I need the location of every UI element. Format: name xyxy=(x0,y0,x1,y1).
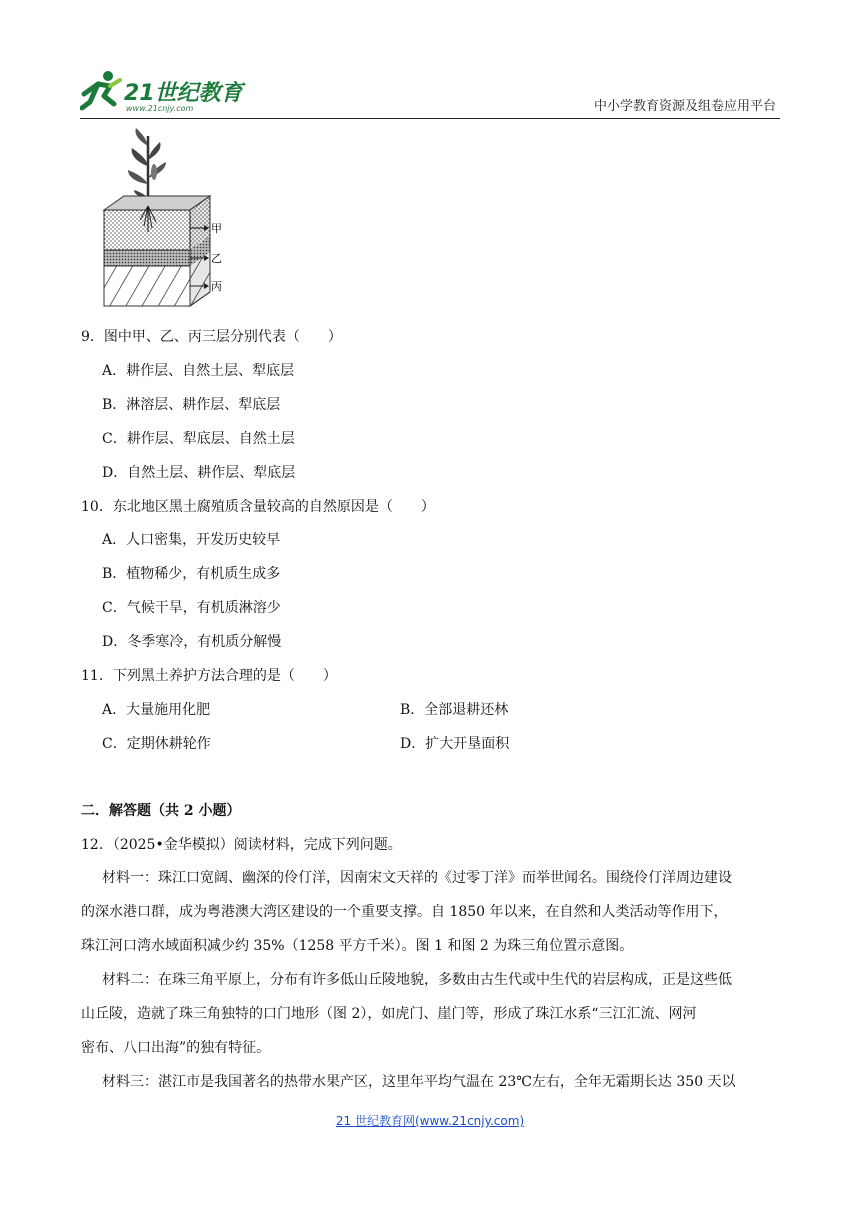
material-2-line-1: 材料二：在珠三角平原上，分布有许多低山丘陵地貌，多数由古生代或中生代的岩层构成，正是这些低 xyxy=(102,972,732,988)
logo-text: 21世纪教育 xyxy=(124,81,243,106)
layer-label-bing: 丙 xyxy=(211,280,222,293)
page-footer xyxy=(0,1112,860,1129)
material-1-line-1: 材料一：珠江口宽阔、幽深的伶仃洋，因南宋文天祥的《过零丁洋》而举世闻名。围绕伶仃洋周边建设 xyxy=(102,870,732,886)
question-10-option-d[interactable]: D．冬季寒冷，有机质分解慢 xyxy=(102,634,282,650)
footer-link[interactable]: 21 世纪教育网(www.21cnjy.com) xyxy=(335,1114,525,1128)
question-11-stem: 11．下列黑土养护方法合理的是（ ） xyxy=(81,668,337,684)
question-10-option-c[interactable]: C．气候干旱，有机质淋溶少 xyxy=(102,600,281,616)
question-11-option-a[interactable]: A．大量施用化肥 xyxy=(102,702,211,718)
question-10-stem: 10．东北地区黑土腐殖质含量较高的自然原因是（ ） xyxy=(81,499,435,515)
material-1-line-3: 珠江河口湾水域面积减少约 35%（1258 平方千米）。图 1 和图 2 为珠三角位置示意图。 xyxy=(81,938,634,954)
question-11-option-d[interactable]: D．扩大开垦面积 xyxy=(400,736,510,752)
question-9-stem: 9．图中甲、乙、丙三层分别代表（ ） xyxy=(81,329,342,345)
question-11-option-c[interactable]: C．定期休耕轮作 xyxy=(102,736,211,752)
layer-label-yi: 乙 xyxy=(211,252,222,265)
question-12-stem: 12．（2025•金华模拟）阅读材料，完成下列问题。 xyxy=(81,837,402,853)
question-9-option-a[interactable]: A．耕作层、自然土层、犁底层 xyxy=(102,363,295,379)
soil-profile-figure xyxy=(100,126,230,308)
section-2-title: 二．解答题（共 2 小题） xyxy=(81,803,241,819)
page-header xyxy=(80,66,780,119)
question-9-option-b[interactable]: B．淋溶层、耕作层、犁底层 xyxy=(102,397,281,413)
runner-logo-icon xyxy=(80,68,126,114)
material-2-line-3: 密布、八口出海”的独有特征。 xyxy=(81,1040,271,1056)
question-9-option-c[interactable]: C．耕作层、犁底层、自然土层 xyxy=(102,431,295,447)
material-1-line-2: 的深水港口群，成为粤港澳大湾区建设的一个重要支撑。自 1850 年以来，在自然和人类活动等作用下， xyxy=(81,904,728,920)
layer-label-jia: 甲 xyxy=(211,222,222,235)
corn-plant-icon xyxy=(128,128,166,206)
logo-subtext: www.21cnjy.com xyxy=(126,104,194,113)
question-9-option-d[interactable]: D．自然土层、耕作层、犁底层 xyxy=(102,465,296,481)
question-10-option-b[interactable]: B．植物稀少，有机质生成多 xyxy=(102,566,281,582)
site-logo xyxy=(80,66,260,116)
header-platform-text: 中小学教育资源及组卷应用平台 xyxy=(593,99,776,114)
material-2-line-2: 山丘陵，造就了珠三角独特的口门地形（图 2），如虎门、崖门等，形成了珠江水系“三江汇流、网河 xyxy=(81,1006,697,1022)
question-11-option-b[interactable]: B．全部退耕还林 xyxy=(400,702,509,718)
material-3-line-1: 材料三：湛江市是我国著名的热带水果产区，这里年平均气温在 23℃左右，全年无霜期长达 350 天以 xyxy=(102,1074,736,1090)
question-10-option-a[interactable]: A．人口密集，开发历史较早 xyxy=(102,532,281,548)
